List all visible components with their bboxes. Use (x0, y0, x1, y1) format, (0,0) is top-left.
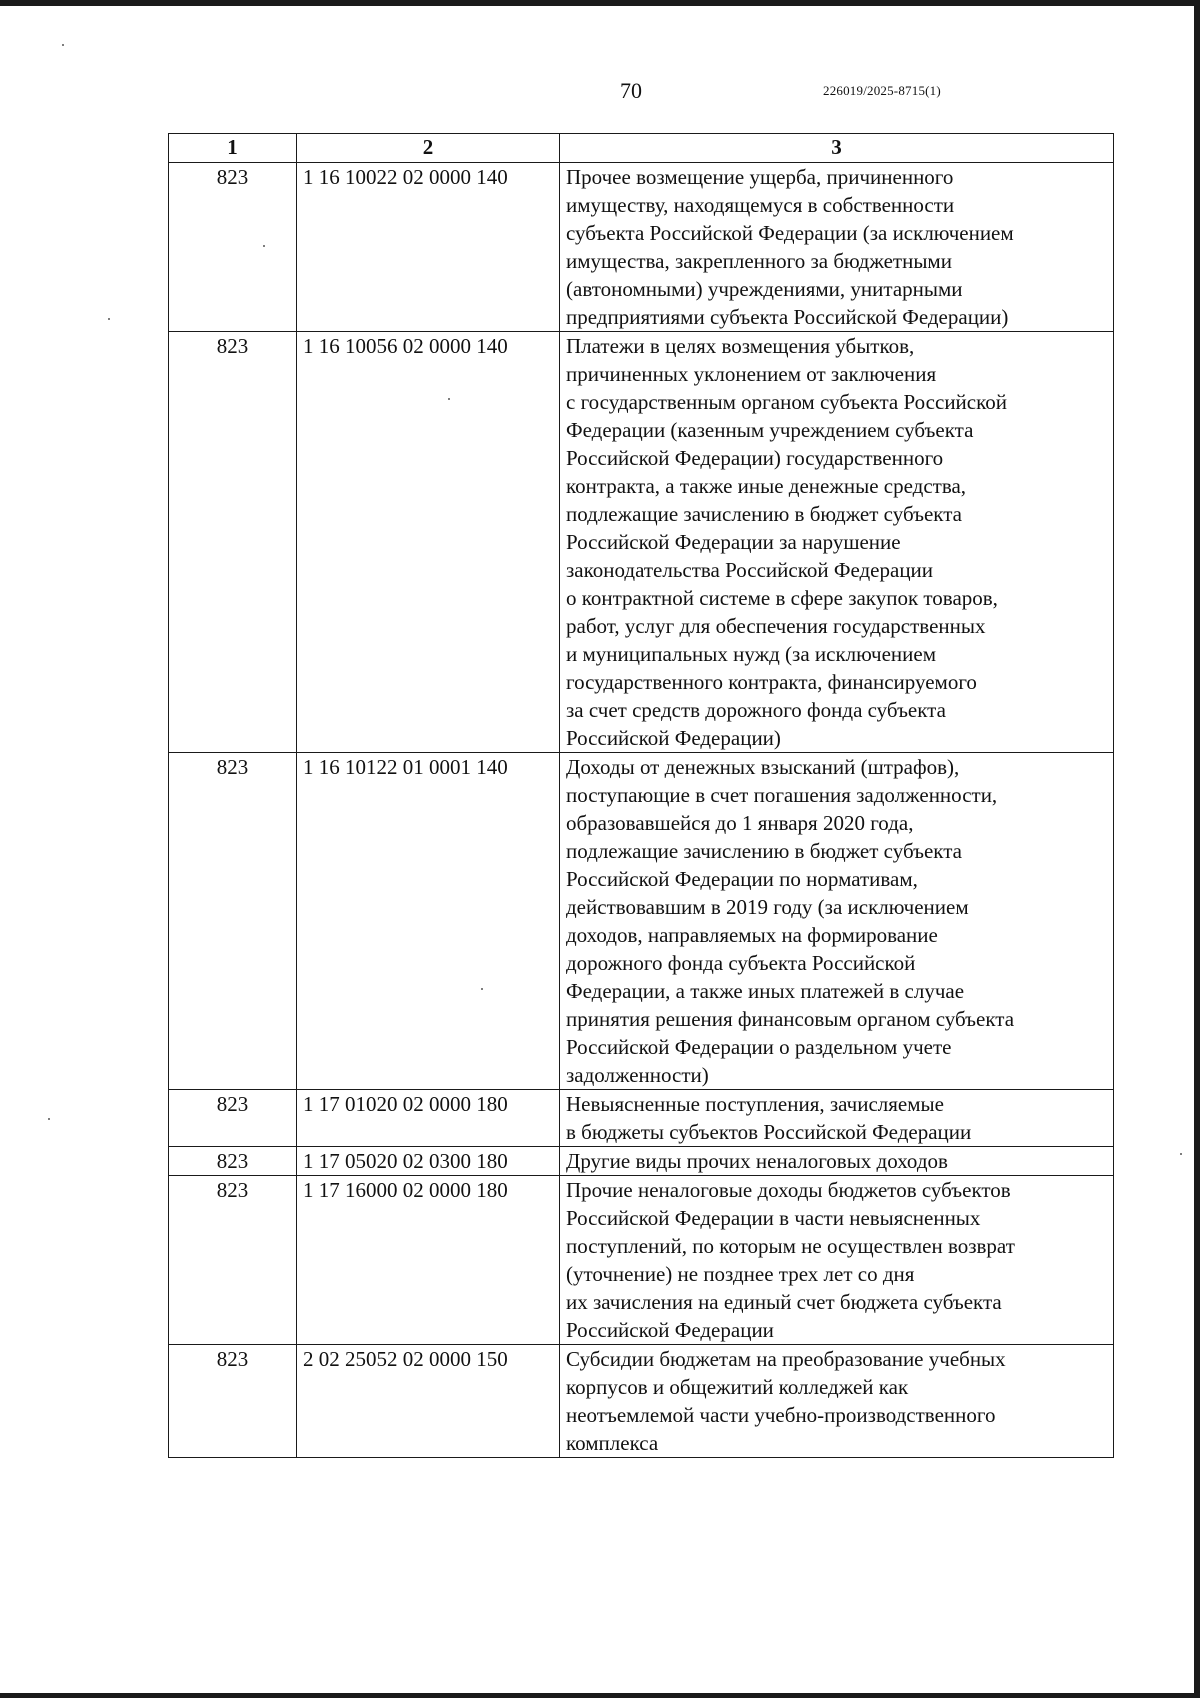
scan-speck (1180, 1153, 1182, 1155)
admin-code-cell: 823 (169, 1345, 297, 1458)
description-line: подлежащие зачислению в бюджет субъекта (566, 839, 962, 863)
budget-code-cell: 1 16 10022 02 0000 140 (297, 163, 560, 332)
scan-speck (62, 44, 64, 46)
description-line: и муниципальных нужд (за исключением (566, 642, 936, 666)
description-line: действовавшим в 2019 году (за исключением (566, 895, 969, 919)
description-line: имущества, закрепленного за бюджетными (566, 249, 952, 273)
page-number: 70 (620, 78, 642, 103)
description-line: Прочее возмещение ущерба, причиненного (566, 165, 954, 189)
description-line: поступающие в счет погашения задолженности, (566, 783, 998, 807)
column-header-description: 3 (560, 134, 1114, 163)
description-cell (560, 1147, 1114, 1176)
description-line: Российской Федерации) государственного (566, 446, 944, 470)
budget-code-cell: 1 17 01020 02 0000 180 (297, 1090, 560, 1147)
description-cell (560, 163, 1114, 332)
scan-border-right (1194, 0, 1200, 1698)
description-line: Платежи в целях возмещения убытков, (566, 334, 915, 358)
admin-code-cell: 823 (169, 1147, 297, 1176)
description-line: их зачисления на единый счет бюджета субъекта (566, 1290, 1002, 1314)
description-cell (560, 1176, 1114, 1345)
admin-code-cell: 823 (169, 753, 297, 1090)
budget-code-cell: 2 02 25052 02 0000 150 (297, 1345, 560, 1458)
description-line: в бюджеты субъектов Российской Федерации (566, 1120, 972, 1144)
description-line: подлежащие зачислению в бюджет субъекта (566, 502, 962, 526)
description-line: корпусов и общежитий колледжей как (566, 1375, 909, 1399)
description-line: с государственным органом субъекта Российской (566, 390, 1007, 414)
description-line: Федерации (казенным учреждением субъекта (566, 418, 974, 442)
admin-code-cell: 823 (169, 1090, 297, 1147)
description-line: контракта, а также иные денежные средства, (566, 474, 967, 498)
description-line: Российской Федерации в части невыясненных (566, 1206, 981, 1230)
table-body (169, 163, 1114, 1458)
description-cell (560, 1345, 1114, 1458)
description-line: имуществу, находящемуся в собственности (566, 193, 955, 217)
description-line: о контрактной системе в сфере закупок товаров, (566, 586, 998, 610)
budget-code-cell: 1 17 16000 02 0000 180 (297, 1176, 560, 1345)
budget-code-cell: 1 16 10122 01 0001 140 (297, 753, 560, 1090)
description-line: работ, услуг для обеспечения государственных (566, 614, 986, 638)
scan-border-bottom (0, 1693, 1200, 1698)
description-line: (уточнение) не позднее трех лет со дня (566, 1262, 915, 1286)
scan-speck (108, 318, 110, 320)
description-line: поступлений, по которым не осуществлен возврат (566, 1234, 1015, 1258)
description-cell (560, 332, 1114, 753)
admin-code-cell: 823 (169, 1176, 297, 1345)
description-line: задолженности) (566, 1063, 709, 1087)
description-line: доходов, направляемых на формирование (566, 923, 938, 947)
table-row (169, 1345, 1114, 1458)
budget-classification-table (168, 133, 1114, 1458)
document-id: 226019/2025-8715(1) (823, 83, 941, 98)
description-line: Субсидии бюджетам на преобразование учебных (566, 1347, 1006, 1371)
description-line: предприятиями субъекта Российской Федерации) (566, 305, 1009, 329)
description-line: законодательства Российской Федерации (566, 558, 934, 582)
description-line: субъекта Российской Федерации (за исключением (566, 221, 1014, 245)
description-line: дорожного фонда субъекта Российской (566, 951, 916, 975)
description-line: Федерации, а также иных платежей в случае (566, 979, 965, 1003)
table-row (169, 163, 1114, 332)
table-row (169, 332, 1114, 753)
description-line: за счет средств дорожного фонда субъекта (566, 698, 946, 722)
table-row (169, 1090, 1114, 1147)
description-line: Другие виды прочих неналоговых доходов (566, 1149, 948, 1173)
column-header-admin: 1 (169, 134, 297, 163)
description-line: неотъемлемой части учебно-производственного (566, 1403, 996, 1427)
description-line: Российской Федерации (566, 1318, 774, 1342)
description-line: причиненных уклонением от заключения (566, 362, 937, 386)
description-line: Невыясненные поступления, зачисляемые (566, 1092, 944, 1116)
description-line: образовавшейся до 1 января 2020 года, (566, 811, 914, 835)
description-line: Доходы от денежных взысканий (штрафов), (566, 755, 960, 779)
description-line: комплекса (566, 1431, 659, 1455)
scan-speck (48, 1118, 50, 1120)
column-header-code: 2 (297, 134, 560, 163)
description-line: (автономными) учреждениями, унитарными (566, 277, 963, 301)
description-line: Российской Федерации о раздельном учете (566, 1035, 952, 1059)
description-line: Российской Федерации за нарушение (566, 530, 901, 554)
description-line: Российской Федерации) (566, 726, 781, 750)
admin-code-cell: 823 (169, 163, 297, 332)
budget-code-cell: 1 17 05020 02 0300 180 (297, 1147, 560, 1176)
table-header-row (169, 134, 1114, 163)
description-line: государственного контракта, финансируемого (566, 670, 977, 694)
table-row (169, 1176, 1114, 1345)
description-line: Прочие неналоговые доходы бюджетов субъектов (566, 1178, 1011, 1202)
description-line: Российской Федерации по нормативам, (566, 867, 918, 891)
description-line: принятия решения финансовым органом субъекта (566, 1007, 1015, 1031)
scan-border-top (0, 0, 1200, 6)
description-cell (560, 1090, 1114, 1147)
table-row (169, 753, 1114, 1090)
admin-code-cell: 823 (169, 332, 297, 753)
budget-code-cell: 1 16 10056 02 0000 140 (297, 332, 560, 753)
description-cell (560, 753, 1114, 1090)
table-row (169, 1147, 1114, 1176)
